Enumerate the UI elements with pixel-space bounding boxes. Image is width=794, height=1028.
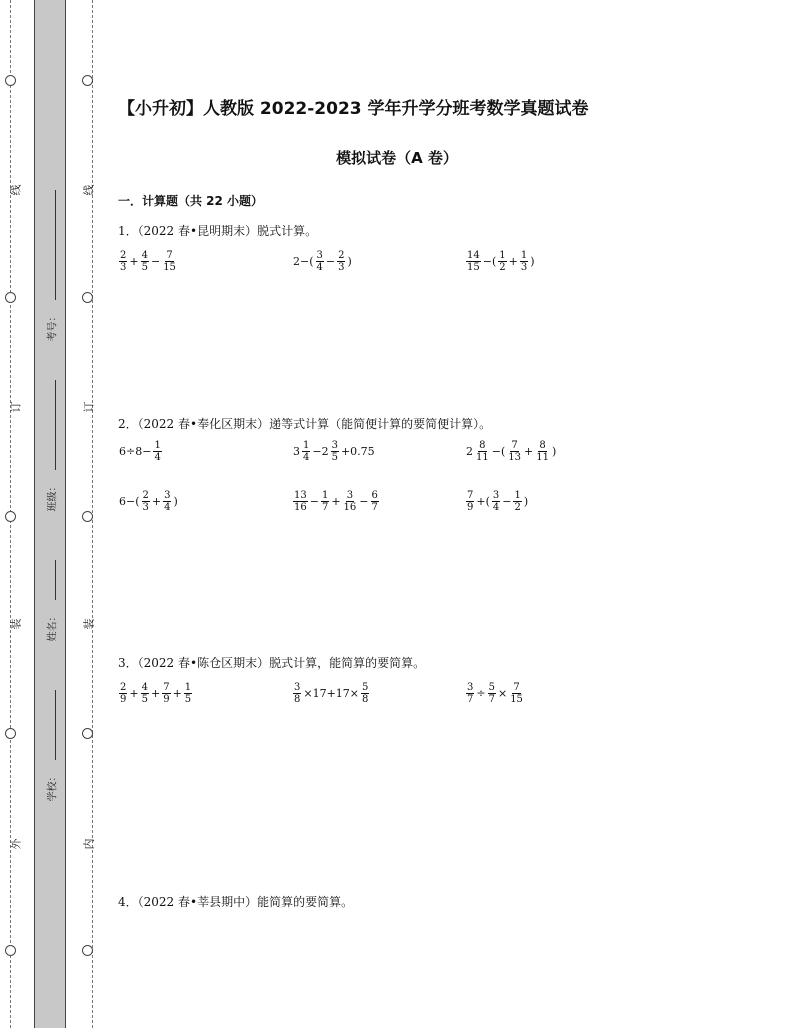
denominator: 16 [294,502,307,513]
inner-binding-hole [82,75,93,86]
operator: ×17+17× [303,687,360,700]
denominator: 7 [488,694,495,705]
numerator: 5 [488,682,495,693]
outer-binding-hole [5,292,16,303]
numerator: 4 [141,682,148,693]
numerator: 13 [294,490,307,501]
fraction [361,682,369,705]
operator: − [325,255,336,268]
operator: −( [482,255,497,268]
numerator: 2 [142,490,149,501]
fraction [162,682,170,705]
math-expression [118,490,179,513]
operator: +( [476,495,490,508]
inner-binding-hole [82,511,93,522]
operator: + [150,687,161,700]
fraction [475,440,490,463]
denominator: 5 [331,452,338,463]
fraction [466,490,474,513]
fraction [141,250,149,273]
fraction [498,250,506,273]
operator: − [502,495,512,508]
fraction [141,682,149,705]
fraction [163,490,171,513]
denominator: 11 [536,452,549,463]
operator: +0.75 [340,445,375,458]
numerator: 6 [371,490,378,501]
inner-margin-char: 线 [82,184,96,196]
operator: + [172,687,182,700]
fraction [142,490,150,513]
operator: 2 [466,445,473,458]
fraction [119,250,127,273]
fraction [492,490,500,513]
numerator: 1 [154,440,161,451]
numerator: 1 [321,490,329,501]
operator: 2−( [293,255,314,268]
fill-in-line[interactable] [55,690,56,760]
math-expression [465,250,536,273]
numerator: 8 [479,440,486,451]
denominator: 7 [321,502,329,513]
operator: ) [551,445,557,458]
denominator: 3 [142,502,149,513]
fraction [520,250,528,273]
operator: − [309,495,319,508]
question-stem: 3．（2022 春•陈仓区期末）脱式计算，能简算的要简算。 [118,656,426,670]
operator: + [151,495,162,508]
math-expression [292,440,376,463]
fraction [513,490,521,513]
fraction [507,440,522,463]
numerator: 3 [331,440,338,451]
denominator: 3 [338,262,345,273]
denominator: 9 [163,694,170,705]
section-heading: 一．计算题（共 22 小题） [118,194,264,208]
math-expression [118,440,163,463]
numerator: 7 [511,440,518,451]
numerator: 2 [120,250,127,261]
numerator: 1 [520,250,528,261]
denominator: 13 [508,452,521,463]
denominator: 3 [120,262,127,273]
numerator: 8 [539,440,546,451]
operator: + [508,255,518,268]
denominator: 15 [467,262,480,273]
numerator: 5 [362,682,369,693]
denominator: 15 [163,262,176,273]
denominator: 9 [120,694,127,705]
fraction [466,250,481,273]
operator: + [523,445,534,458]
numerator: 3 [467,682,474,693]
operator: + [129,255,139,268]
fraction [343,490,358,513]
math-expression [292,490,380,513]
fraction [371,490,379,513]
operator: + [331,495,341,508]
math-expression [465,490,529,513]
numerator: 1 [514,490,521,501]
fraction [316,250,324,273]
denominator: 7 [371,502,378,513]
denominator: 5 [141,694,148,705]
fraction [488,682,496,705]
inner-margin-char: 装 [82,618,96,630]
inner-binding-hole [82,292,93,303]
fill-in-line[interactable] [55,560,56,600]
denominator: 16 [343,502,357,513]
fill-in-line[interactable] [55,380,56,470]
question-stem: 1．（2022 春•昆明期末）脱式计算。 [118,224,318,238]
denominator: 9 [467,502,474,513]
numerator: 2 [120,682,127,693]
operator: −2 [312,445,329,458]
math-expression [465,682,525,705]
fraction [321,490,329,513]
numerator: 3 [346,490,354,501]
fraction [466,682,474,705]
denominator: 8 [362,694,369,705]
fraction [119,682,127,705]
numerator: 1 [303,440,310,451]
inner-binding-hole [82,945,93,956]
math-expression [465,440,557,463]
fraction [509,682,524,705]
operator: 6−( [119,495,140,508]
inner-binding-hole [82,728,93,739]
numerator: 3 [164,490,171,501]
fraction [162,250,177,273]
fraction [302,440,310,463]
operator: ) [530,255,535,268]
denominator: 3 [520,262,528,273]
operator: 6÷8− [119,445,152,458]
denominator: 11 [476,452,489,463]
outer-binding-hole [5,511,16,522]
operator: ) [173,495,178,508]
outer-margin-char: 线 [9,184,23,196]
numerator: 4 [141,250,148,261]
question-stem: 2．（2022 春•奉化区期末）递等式计算（能简便计算的要简便计算）。 [118,417,492,431]
numerator: 3 [316,250,323,261]
numerator: 1 [184,682,192,693]
denominator: 2 [499,262,506,273]
page-title: 【小升初】人教版 2022-2023 学年升学分班考数学真题试卷 [118,99,589,119]
math-expression [292,682,370,705]
fraction [184,682,192,705]
numerator: 14 [467,250,480,261]
fraction [153,440,161,463]
field-label: 姓名： [47,611,59,642]
inner-margin-char: 内 [82,838,96,850]
numerator: 7 [513,682,520,693]
math-expression [292,250,353,273]
numerator: 3 [294,682,301,693]
denominator: 5 [141,262,148,273]
denominator: 4 [492,502,500,513]
numerator: 2 [338,250,345,261]
outer-binding-hole [5,945,16,956]
denominator: 5 [184,694,192,705]
math-expression [118,250,178,273]
denominator: 15 [510,694,523,705]
fraction [535,440,550,463]
denominator: 4 [303,452,310,463]
field-label: 学校： [47,771,59,802]
numerator: 3 [492,490,500,501]
fill-in-line[interactable] [55,190,56,300]
numerator: 7 [163,682,170,693]
denominator: 2 [514,502,521,513]
outer-margin-char: 订 [9,401,23,413]
question-stem: 4．（2022 春•莘县期中）能简算的要简算。 [118,895,354,909]
outer-binding-hole [5,75,16,86]
denominator: 4 [316,262,323,273]
fraction [331,440,339,463]
operator: ) [523,495,529,508]
fraction [293,682,301,705]
operator: − [150,255,161,268]
denominator: 4 [164,502,171,513]
denominator: 4 [154,452,161,463]
operator: 3 [293,445,300,458]
denominator: 8 [294,694,301,705]
operator: −( [491,445,506,458]
outer-margin-char: 外 [9,838,23,850]
inner-margin-char: 订 [82,401,96,413]
operator: ÷ [476,687,486,700]
numerator: 1 [499,250,506,261]
field-label: 班级： [47,481,59,512]
numerator: 7 [467,490,474,501]
fraction [337,250,345,273]
math-expression [118,682,193,705]
numerator: 7 [166,250,173,261]
page-subtitle: 模拟试卷（A 卷） [336,149,458,167]
denominator: 7 [467,694,474,705]
operator: + [129,687,139,700]
operator: × [497,687,508,700]
fraction [293,490,308,513]
operator: ) [347,255,352,268]
field-label: 考号： [47,311,59,342]
operator: − [359,495,369,508]
outer-margin-char: 装 [9,618,23,630]
outer-binding-hole [5,728,16,739]
